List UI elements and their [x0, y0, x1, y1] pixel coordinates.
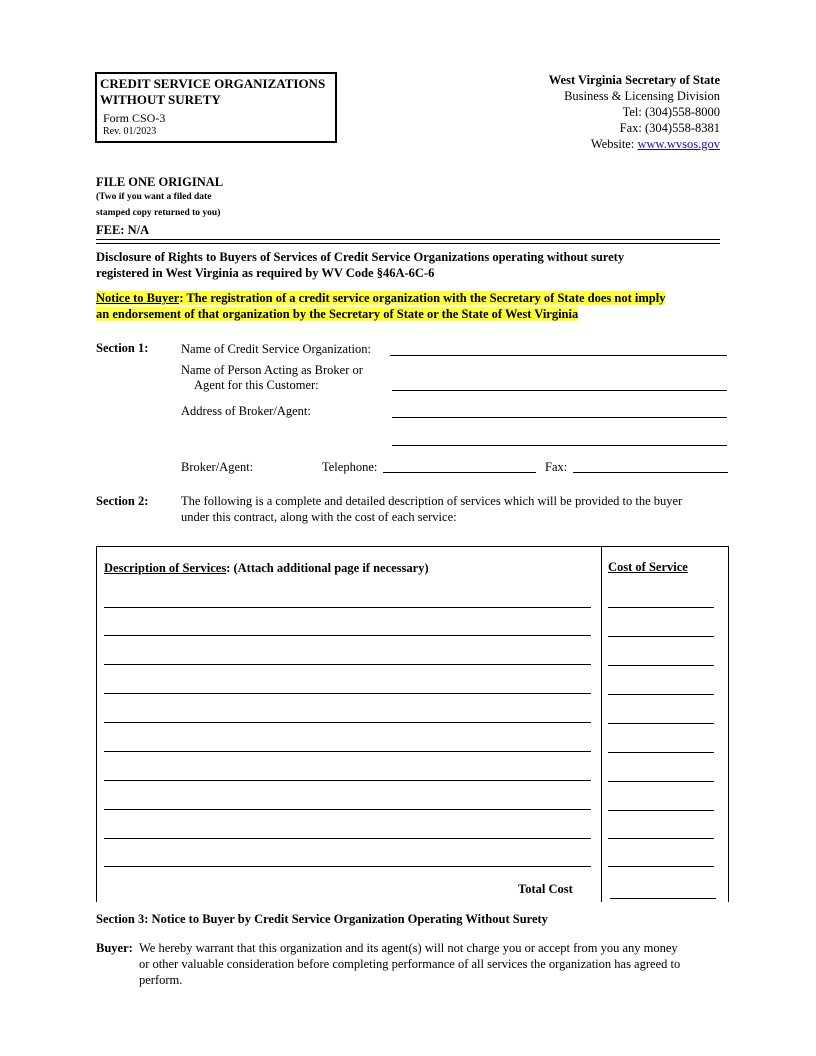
filing-note-1: (Two if you want a filed date [96, 192, 212, 202]
notice-line2 [96, 306, 578, 322]
telephone-label: Telephone: [322, 460, 378, 474]
notice-text-1: : The registration of a credit service organization with the Secretary of State does not imply [179, 291, 666, 305]
cost-row-7[interactable] [608, 781, 714, 782]
divider-bottom [96, 243, 720, 244]
cost-row-1[interactable] [608, 607, 714, 608]
address-field-2[interactable] [392, 445, 727, 446]
desc-header-suffix: : (Attach additional page if necessary) [226, 561, 429, 575]
form-title-line1: CREDIT SERVICE ORGANIZATIONS [100, 76, 326, 91]
section3-heading: Section 3: Notice to Buyer by Credit Service Organization Operating Without Surety [96, 912, 548, 926]
fax-label: Fax: [545, 460, 568, 474]
file-one-original: FILE ONE ORIGINAL [96, 175, 224, 189]
cost-row-9[interactable] [608, 838, 714, 839]
address-label: Address of Broker/Agent: [181, 404, 311, 418]
telephone-field[interactable] [383, 472, 536, 473]
buyer-label: Buyer: [96, 941, 133, 955]
website-link[interactable]: www.wvsos.gov [637, 137, 720, 151]
section2-label: Section 2: [96, 494, 149, 508]
desc-row-5[interactable] [104, 722, 591, 723]
broker-label: Broker/Agent: [181, 460, 254, 474]
cost-header: Cost of Service [608, 560, 688, 574]
form-title-line2: WITHOUT SURETY [100, 92, 221, 107]
cost-row-3[interactable] [608, 665, 714, 666]
person-label-2: Agent for this Customer: [194, 378, 319, 392]
section3-line3: perform. [139, 973, 183, 987]
form-title-box [95, 72, 337, 143]
cost-row-4[interactable] [608, 694, 714, 695]
desc-header [104, 560, 429, 576]
desc-row-4[interactable] [104, 693, 591, 694]
fax-field[interactable] [573, 472, 728, 473]
desc-row-7[interactable] [104, 780, 591, 781]
person-field[interactable] [392, 390, 727, 391]
form-revision: Rev. 01/2023 [103, 126, 157, 137]
agency-name: West Virginia Secretary of State [548, 73, 720, 87]
filing-note-2: stamped copy returned to you) [96, 208, 221, 218]
form-number: Form CSO-3 [103, 111, 166, 125]
desc-row-2[interactable] [104, 635, 591, 636]
cost-row-8[interactable] [608, 810, 714, 811]
agency-info [549, 72, 720, 152]
section1-label: Section 1: [96, 341, 149, 355]
agency-tel: Tel: (304)558-8000 [622, 105, 720, 119]
website-label: Website: [590, 137, 638, 151]
cost-row-2[interactable] [608, 636, 714, 637]
notice-label: Notice to Buyer [96, 291, 180, 305]
org-name-label: Name of Credit Service Organization: [181, 342, 371, 356]
notice-text-2: an endorsement of that organization by the Secretary of State or the State of West Virginia [96, 307, 579, 321]
cost-row-5[interactable] [608, 723, 714, 724]
services-table [96, 546, 729, 902]
org-name-field[interactable] [390, 355, 727, 356]
section2-line1: The following is a complete and detailed description of services which will be provided to the buyer [181, 494, 683, 508]
desc-row-3[interactable] [104, 664, 591, 665]
section2-line2: under this contract, along with the cost of each service: [181, 510, 457, 524]
agency-fax: Fax: (304)558-8381 [619, 121, 720, 135]
notice-line1 [96, 290, 665, 306]
cost-row-10[interactable] [608, 866, 714, 867]
desc-row-9[interactable] [104, 838, 591, 839]
agency-division: Business & Licensing Division [564, 89, 720, 103]
divider-top [96, 239, 720, 240]
desc-row-10[interactable] [104, 866, 591, 867]
person-label-1: Name of Person Acting as Broker or [181, 363, 363, 377]
total-cost-field[interactable] [610, 898, 716, 899]
address-field-1[interactable] [392, 417, 727, 418]
section3-line1: We hereby warrant that this organization and its agent(s) will not charge you or accept from you any money [139, 941, 678, 955]
agency-website [549, 136, 720, 152]
desc-row-8[interactable] [104, 809, 591, 810]
disclosure-line2: registered in West Virginia as required by WV Code §46A-6C-6 [96, 266, 435, 280]
desc-header-label: Description of Services [104, 561, 227, 575]
fee: FEE: N/A [96, 223, 150, 237]
desc-row-1[interactable] [104, 607, 591, 608]
section3-line2: or other valuable consideration before completing performance of all services the organization has agreed to [139, 957, 681, 971]
disclosure-line1: Disclosure of Rights to Buyers of Services of Credit Service Organizations operating without surety [96, 250, 625, 264]
cost-row-6[interactable] [608, 752, 714, 753]
total-cost-label: Total Cost [518, 882, 573, 896]
desc-row-6[interactable] [104, 751, 591, 752]
